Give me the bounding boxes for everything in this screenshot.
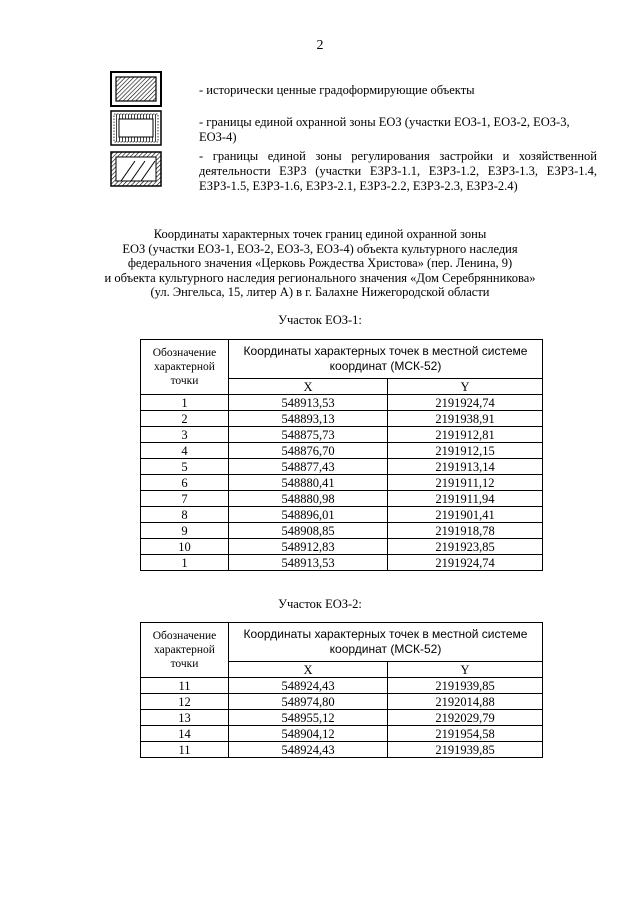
y-coordinate-cell: 2191911,94 [388, 491, 543, 507]
table-row [141, 710, 543, 726]
x-coordinate-cell: 548955,12 [229, 710, 388, 726]
y-coordinate-cell: 2191918,78 [388, 523, 543, 539]
x-coordinate-cell: 548924,43 [229, 742, 388, 758]
point-number-cell: 2 [141, 411, 229, 427]
point-number-cell: 1 [141, 555, 229, 571]
page-number: 2 [316, 38, 324, 53]
y-coordinate-cell: 2191938,91 [388, 411, 543, 427]
x-coordinate-cell: 548880,41 [229, 475, 388, 491]
table-row [141, 742, 543, 758]
table-row [141, 507, 543, 523]
x-coordinate-cell: 548913,53 [229, 395, 388, 411]
point-number-cell: 6 [141, 475, 229, 491]
y-coordinate-cell: 2191924,74 [388, 395, 543, 411]
y-coordinate-cell: 2191911,12 [388, 475, 543, 491]
document-heading [100, 227, 540, 300]
x-coordinate-cell: 548876,70 [229, 443, 388, 459]
point-number-cell: 11 [141, 678, 229, 694]
table-row [141, 523, 543, 539]
point-number-cell: 11 [141, 742, 229, 758]
dotted-frame-icon [110, 110, 162, 146]
x-coordinate-cell: 548877,43 [229, 459, 388, 475]
point-number-cell: 13 [141, 710, 229, 726]
section-caption-eoz-1: Участок ЕОЗ-1: [278, 313, 362, 327]
y-coordinate-cell: 2191912,15 [388, 443, 543, 459]
heading-line: ЕОЗ (участки ЕОЗ-1, ЕОЗ-2, ЕОЗ-3, ЕОЗ-4) объекта культурного наследия [122, 241, 518, 256]
legend-text-historic-objects: - исторически ценные градоформирующие объекты [199, 83, 475, 97]
coordinates-table-eoz-2 [140, 622, 543, 758]
table-row [141, 443, 543, 459]
column-header-y: Y [388, 662, 543, 678]
table-body [141, 395, 543, 571]
table-row [141, 678, 543, 694]
y-coordinate-cell: 2191901,41 [388, 507, 543, 523]
x-coordinate-cell: 548893,13 [229, 411, 388, 427]
x-coordinate-cell: 548912,83 [229, 539, 388, 555]
heading-line: федерального значения «Церковь Рождества Христова» (пер. Ленина, 9) [127, 256, 513, 271]
coordinates-table-eoz-1 [140, 339, 543, 571]
x-coordinate-cell: 548904,12 [229, 726, 388, 742]
hatched-solid-frame-icon [110, 71, 162, 107]
point-number-cell: 10 [141, 539, 229, 555]
legend-text-eoz-boundaries: - границы единой охранной зоны ЕОЗ (участки ЕОЗ-1, ЕОЗ-2, ЕОЗ-3, ЕОЗ-4) [199, 115, 570, 144]
diagonal-hatched-frame-icon [110, 151, 162, 187]
point-number-cell: 14 [141, 726, 229, 742]
section-caption-eoz-2: Участок ЕОЗ-2: [278, 597, 362, 611]
point-number-cell: 7 [141, 491, 229, 507]
column-header-coordinates: Координаты характерных точек в местной системе координат (МСК-52) [229, 340, 543, 379]
y-coordinate-cell: 2191912,81 [388, 427, 543, 443]
x-coordinate-cell: 548913,53 [229, 555, 388, 571]
y-coordinate-cell: 2191939,85 [388, 678, 543, 694]
x-coordinate-cell: 548974,80 [229, 694, 388, 710]
point-number-cell: 1 [141, 395, 229, 411]
table-row [141, 539, 543, 555]
table-row [141, 491, 543, 507]
x-coordinate-cell: 548880,98 [229, 491, 388, 507]
y-coordinate-cell: 2192029,79 [388, 710, 543, 726]
point-number-cell: 12 [141, 694, 229, 710]
table-body [141, 678, 543, 758]
y-coordinate-cell: 2191924,74 [388, 555, 543, 571]
x-coordinate-cell: 548908,85 [229, 523, 388, 539]
column-header-point: Обозначение характерной точки [141, 340, 229, 395]
column-header-coordinates: Координаты характерных точек в местной системе координат (МСК-52) [229, 623, 543, 662]
x-coordinate-cell: 548875,73 [229, 427, 388, 443]
table-row [141, 726, 543, 742]
table-row [141, 694, 543, 710]
point-number-cell: 8 [141, 507, 229, 523]
table-row [141, 475, 543, 491]
table-row [141, 411, 543, 427]
column-header-y: Y [388, 379, 543, 395]
heading-line: и объекта культурного наследия регионального значения «Дом Серебрянникова» [104, 270, 536, 285]
point-number-cell: 3 [141, 427, 229, 443]
column-header-point: Обозначение характерной точки [141, 623, 229, 678]
table-row [141, 427, 543, 443]
column-header-x: X [229, 379, 388, 395]
point-number-cell: 4 [141, 443, 229, 459]
heading-line: (ул. Энгельса, 15, литер А) в г. Балахне Нижегородской области [150, 285, 490, 300]
y-coordinate-cell: 2191923,85 [388, 539, 543, 555]
y-coordinate-cell: 2191939,85 [388, 742, 543, 758]
table-row [141, 459, 543, 475]
table-row [141, 555, 543, 571]
x-coordinate-cell: 548896,01 [229, 507, 388, 523]
table-row [141, 395, 543, 411]
y-coordinate-cell: 2192014,88 [388, 694, 543, 710]
y-coordinate-cell: 2191913,14 [388, 459, 543, 475]
point-number-cell: 9 [141, 523, 229, 539]
legend-text-ezrz-boundaries: - границы единой зоны регулирования застройки и хозяйственной деятельности ЕЗРЗ (участки ЕЗРЗ-1.1, ЕЗРЗ-1.2, ЕЗРЗ-1.3, ЕЗРЗ-1.4, ЕЗРЗ-1.5, ЕЗРЗ-1.6, ЕЗРЗ-2.1, ЕЗРЗ-2.2, ЕЗРЗ-2.3, ЕЗРЗ-2.4) [199, 149, 597, 193]
point-number-cell: 5 [141, 459, 229, 475]
y-coordinate-cell: 2191954,58 [388, 726, 543, 742]
x-coordinate-cell: 548924,43 [229, 678, 388, 694]
column-header-x: X [229, 662, 388, 678]
heading-line: Координаты характерных точек границ единой охранной зоны [153, 227, 487, 241]
